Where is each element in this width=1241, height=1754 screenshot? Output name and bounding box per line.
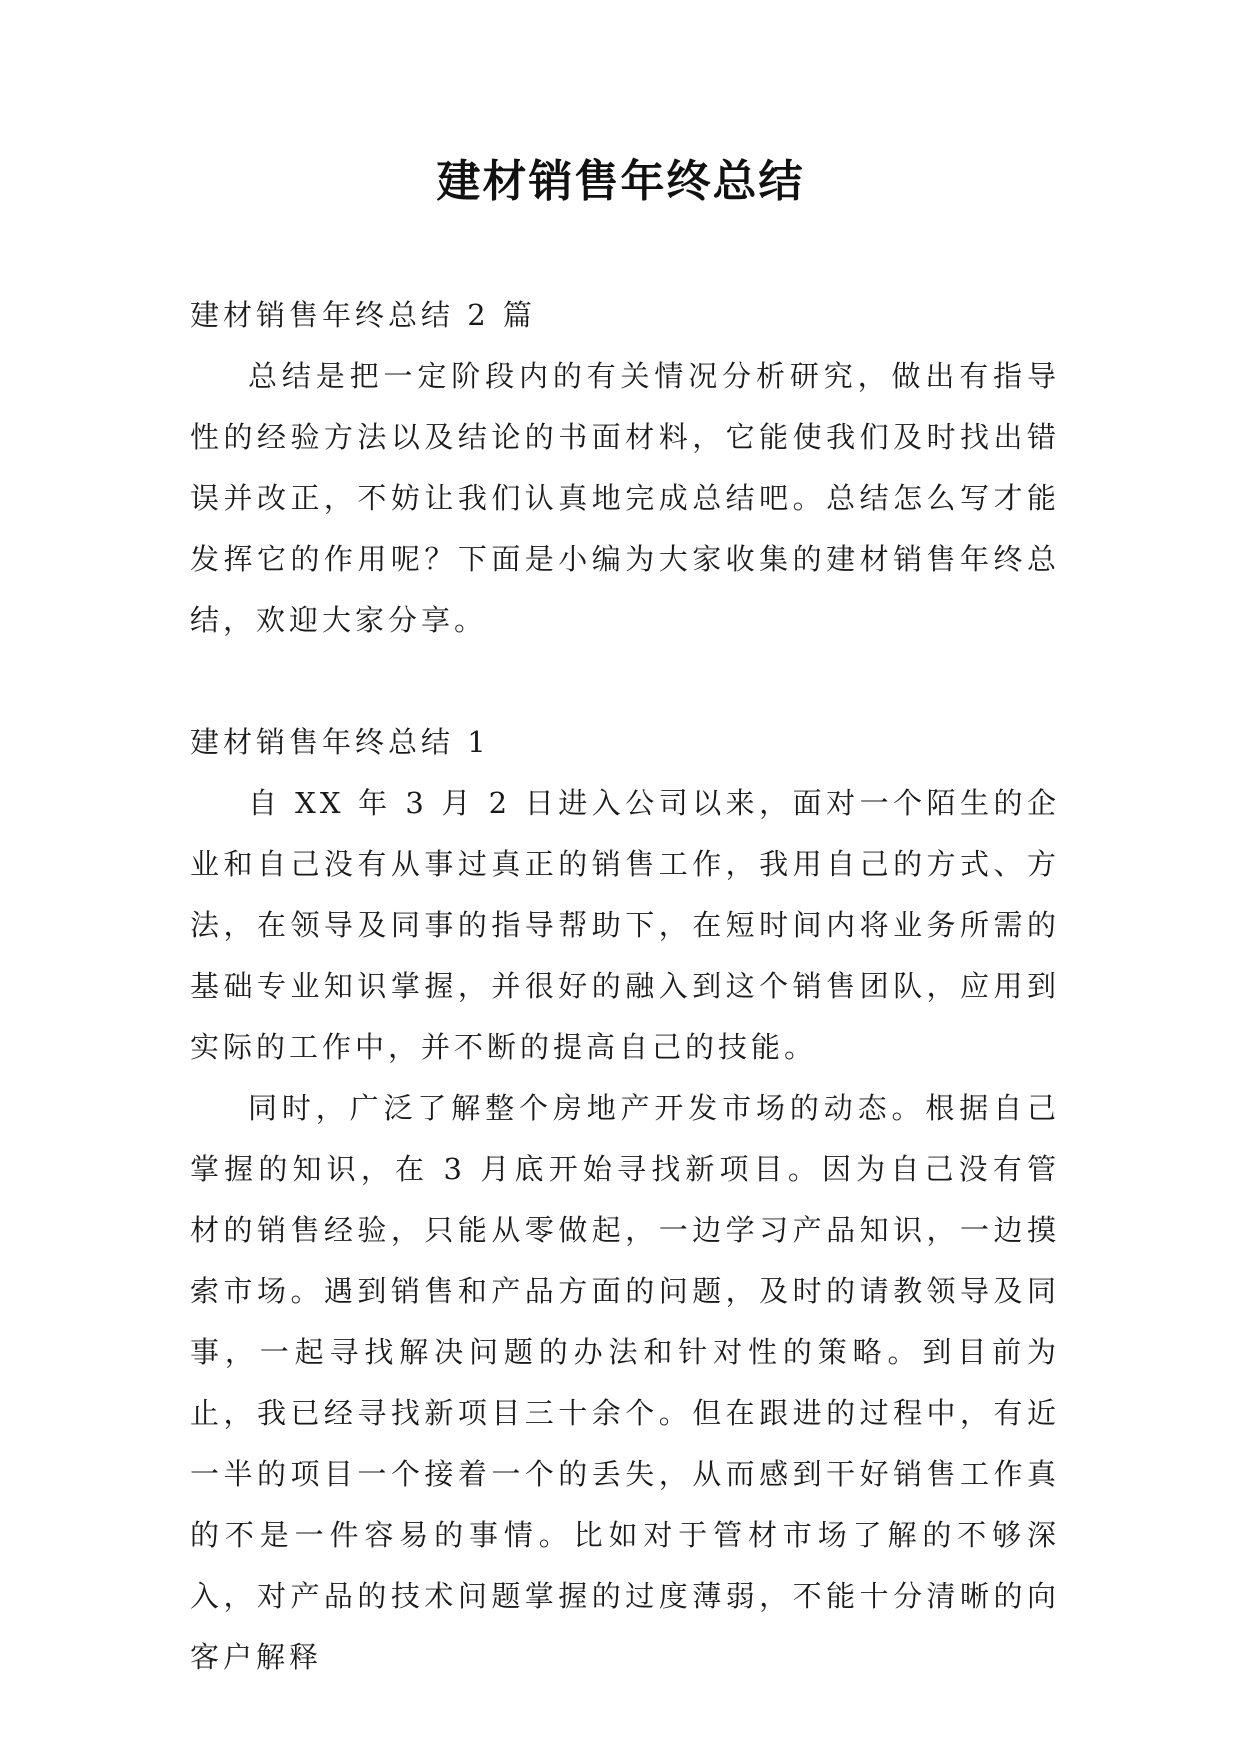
part1-heading: 建材销售年终总结 1	[190, 725, 490, 759]
document-title: 建材销售年终总结	[436, 156, 805, 207]
document-body	[190, 285, 1060, 1688]
section-spacer	[190, 651, 1060, 712]
intro-paragraph: 总结是把一定阶段内的有关情况分析研究，做出有指导性的经验方法以及结论的书面材料，它能使我们及时找出错误并改正，不妨让我们认真地完成总结吧。总结怎么写才能发挥它的作用呢？下面是小编为大家收集的建材销售年终总结，欢迎大家分享。	[190, 359, 1060, 637]
intro-heading: 建材销售年终总结 2 篇	[190, 298, 536, 332]
part1-paragraph-1: 自 XX 年 3 月 2 日进入公司以来，面对一个陌生的企业和自己没有从事过真正的销售工作，我用自己的方式、方法，在领导及同事的指导帮助下，在短时间内将业务所需的基础专业知识掌握，并很好的融入到这个销售团队，应用到实际的工作中，并不断的提高自己的技能。	[190, 786, 1060, 1064]
part1-paragraph-2: 同时，广泛了解整个房地产开发市场的动态。根据自己掌握的知识，在 3 月底开始寻找新项目。因为自己没有管材的销售经验，只能从零做起，一边学习产品知识，一边摸索市场。遇到销售和产品方面的问题，及时的请教领导及同事，一起寻找解决问题的办法和针对性的策略。到目前为止，我已经寻找新项目三十余个。但在跟进的过程中，有近一半的项目一个接着一个的丢失，从而感到干好销售工作真的不是一件容易的事情。比如对于管材市场了解的不够深入，对产品的技术问题掌握的过度薄弱，不能十分清晰的向客户解释	[190, 1091, 1060, 1674]
